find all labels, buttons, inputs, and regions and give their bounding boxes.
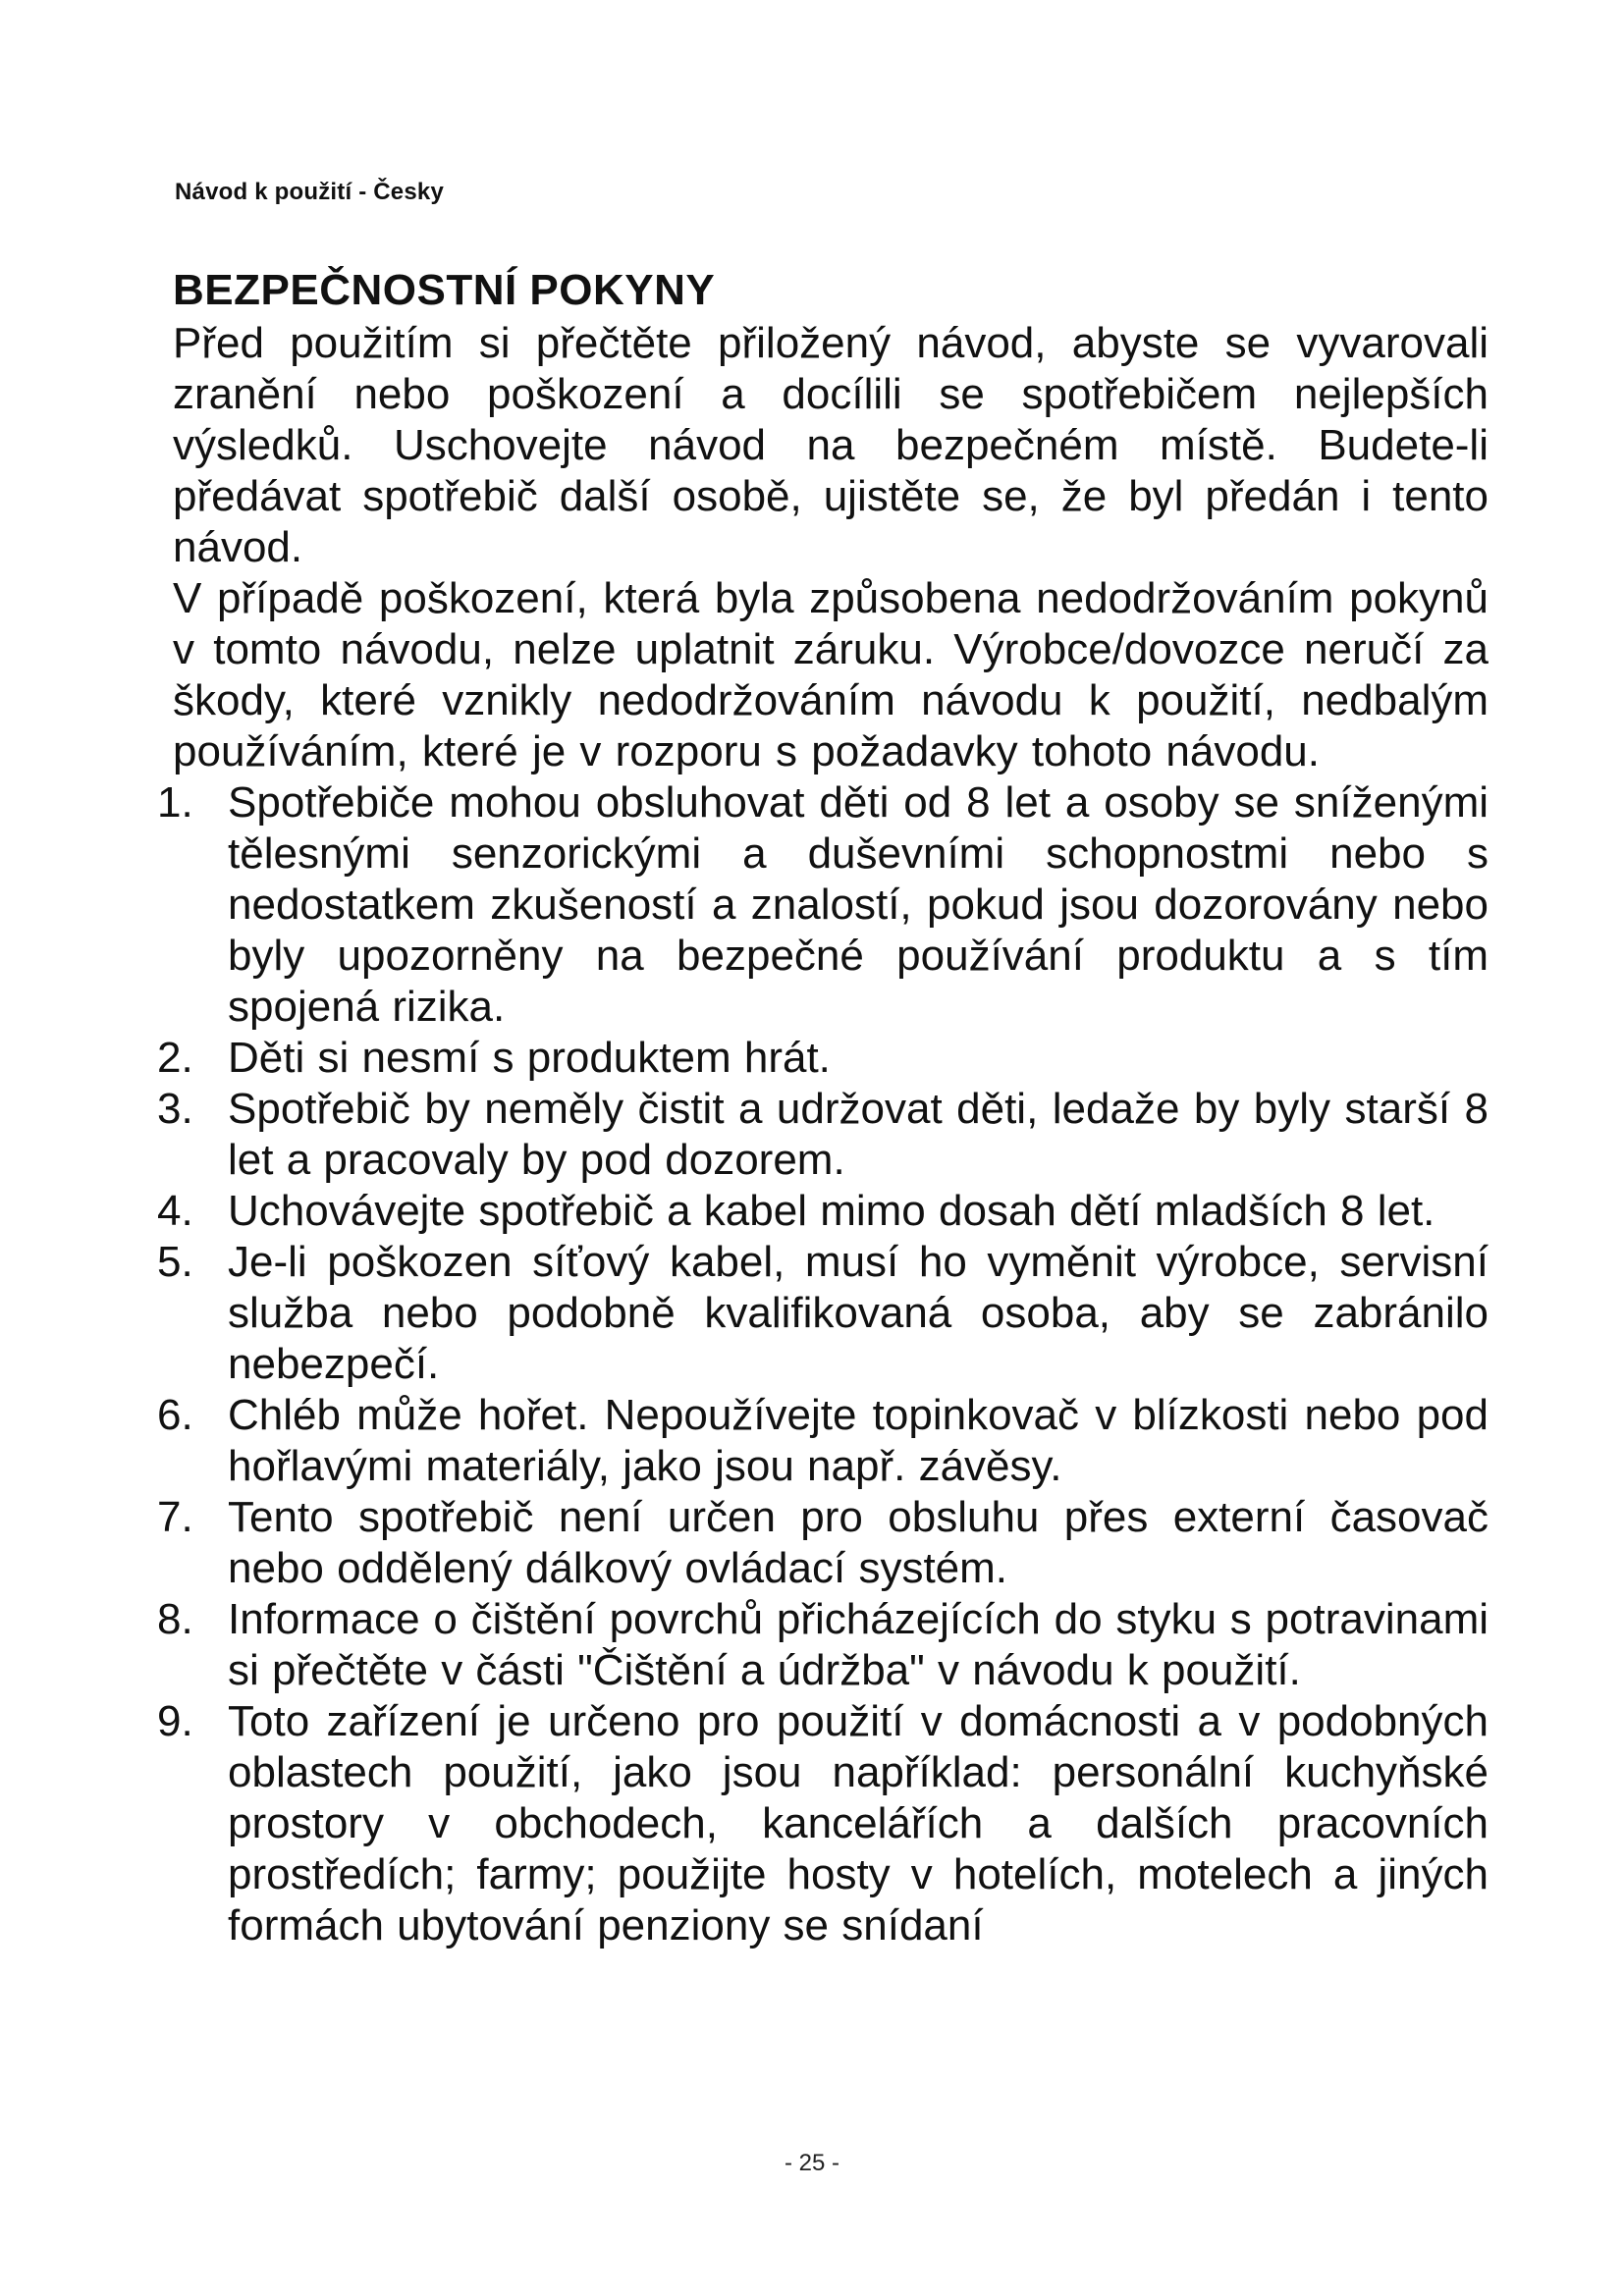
list-item-number: 1. bbox=[157, 778, 193, 827]
list-item bbox=[157, 1594, 1489, 1696]
list-item bbox=[157, 777, 1489, 1033]
document-header: Návod k použití - Česky bbox=[175, 179, 444, 205]
list-item-number: 7. bbox=[157, 1493, 193, 1541]
list-item-number: 9. bbox=[157, 1697, 193, 1745]
list-item-text: Tento spotřebič není určen pro obsluhu přes externí časovač nebo oddělený dálkový ovládací systém. bbox=[228, 1493, 1489, 1592]
list-item bbox=[157, 1033, 1489, 1084]
list-item-number: 3. bbox=[157, 1085, 193, 1133]
list-item-number: 2. bbox=[157, 1034, 193, 1082]
list-item-text: Spotřebič by neměly čistit a udržovat děti, ledaže by byly starší 8 let a pracovaly by pod dozorem. bbox=[228, 1085, 1489, 1184]
list-item bbox=[157, 1237, 1489, 1390]
section-title: BEZPEČNOSTNÍ POKYNY bbox=[173, 266, 716, 314]
warranty-paragraph: V případě poškození, která byla způsobena nedodržováním pokynů v tomto návodu, nelze uplatnit záruku. Výrobce/dovozce neručí za škody, které vznikly nedodržováním návodu k použití, nedbalým používáním, které je v rozporu s požadavky tohoto návodu. bbox=[173, 574, 1489, 775]
list-item-text: Děti si nesmí s produktem hrát. bbox=[228, 1034, 831, 1082]
intro-paragraph: Před použitím si přečtěte přiložený návod, abyste se vyvarovali zranění nebo poškození a docílili se spotřebičem nejlepších výsledků. Uschovejte návod na bezpečném místě. Budete-li předávat spotřebič další osobě, ujistěte se, že byl předán i tento návod. bbox=[173, 319, 1489, 571]
list-item-text: Uchovávejte spotřebič a kabel mimo dosah dětí mladších 8 let. bbox=[228, 1187, 1435, 1235]
list-item bbox=[157, 1186, 1489, 1237]
safety-section bbox=[157, 263, 1489, 1951]
list-item-number: 6. bbox=[157, 1391, 193, 1439]
list-item-text: Toto zařízení je určeno pro použití v domácnosti a v podobných oblastech použití, jako jsou například: personální kuchyňské prostory v obchodech, kancelářích a dalších pracovních prostředích; farmy; použijte hosty v hotelích, motelech a jiných formách ubytování penziony se snídaní bbox=[228, 1697, 1489, 1949]
list-item-text: Spotřebiče mohou obsluhovat děti od 8 let a osoby se sníženými tělesnými senzorickými a duševními schopnostmi nebo s nedostatkem zkušeností a znalostí, pokud jsou dozorovány nebo byly upozorněny na bezpečné používání produktu a s tím spojená rizika. bbox=[228, 778, 1489, 1031]
list-item-number: 5. bbox=[157, 1238, 193, 1286]
list-item-number: 8. bbox=[157, 1595, 193, 1643]
list-item bbox=[157, 1084, 1489, 1186]
safety-list bbox=[157, 777, 1489, 1951]
page-number: - 25 - bbox=[784, 2150, 839, 2176]
list-item bbox=[157, 1696, 1489, 1951]
list-item-text: Informace o čištění povrchů přicházejících do styku s potravinami si přečtěte v části "Čištění a údržba" v návodu k použití. bbox=[228, 1595, 1489, 1694]
list-item bbox=[157, 1390, 1489, 1492]
list-item-text: Chléb může hořet. Nepoužívejte topinkovač v blízkosti nebo pod hořlavými materiály, jako jsou např. závěsy. bbox=[228, 1391, 1489, 1490]
list-item-number: 4. bbox=[157, 1187, 193, 1235]
list-item bbox=[157, 1492, 1489, 1594]
list-item-text: Je-li poškozen síťový kabel, musí ho vyměnit výrobce, servisní služba nebo podobně kvalifikovaná osoba, aby se zabránilo nebezpečí. bbox=[228, 1238, 1489, 1388]
